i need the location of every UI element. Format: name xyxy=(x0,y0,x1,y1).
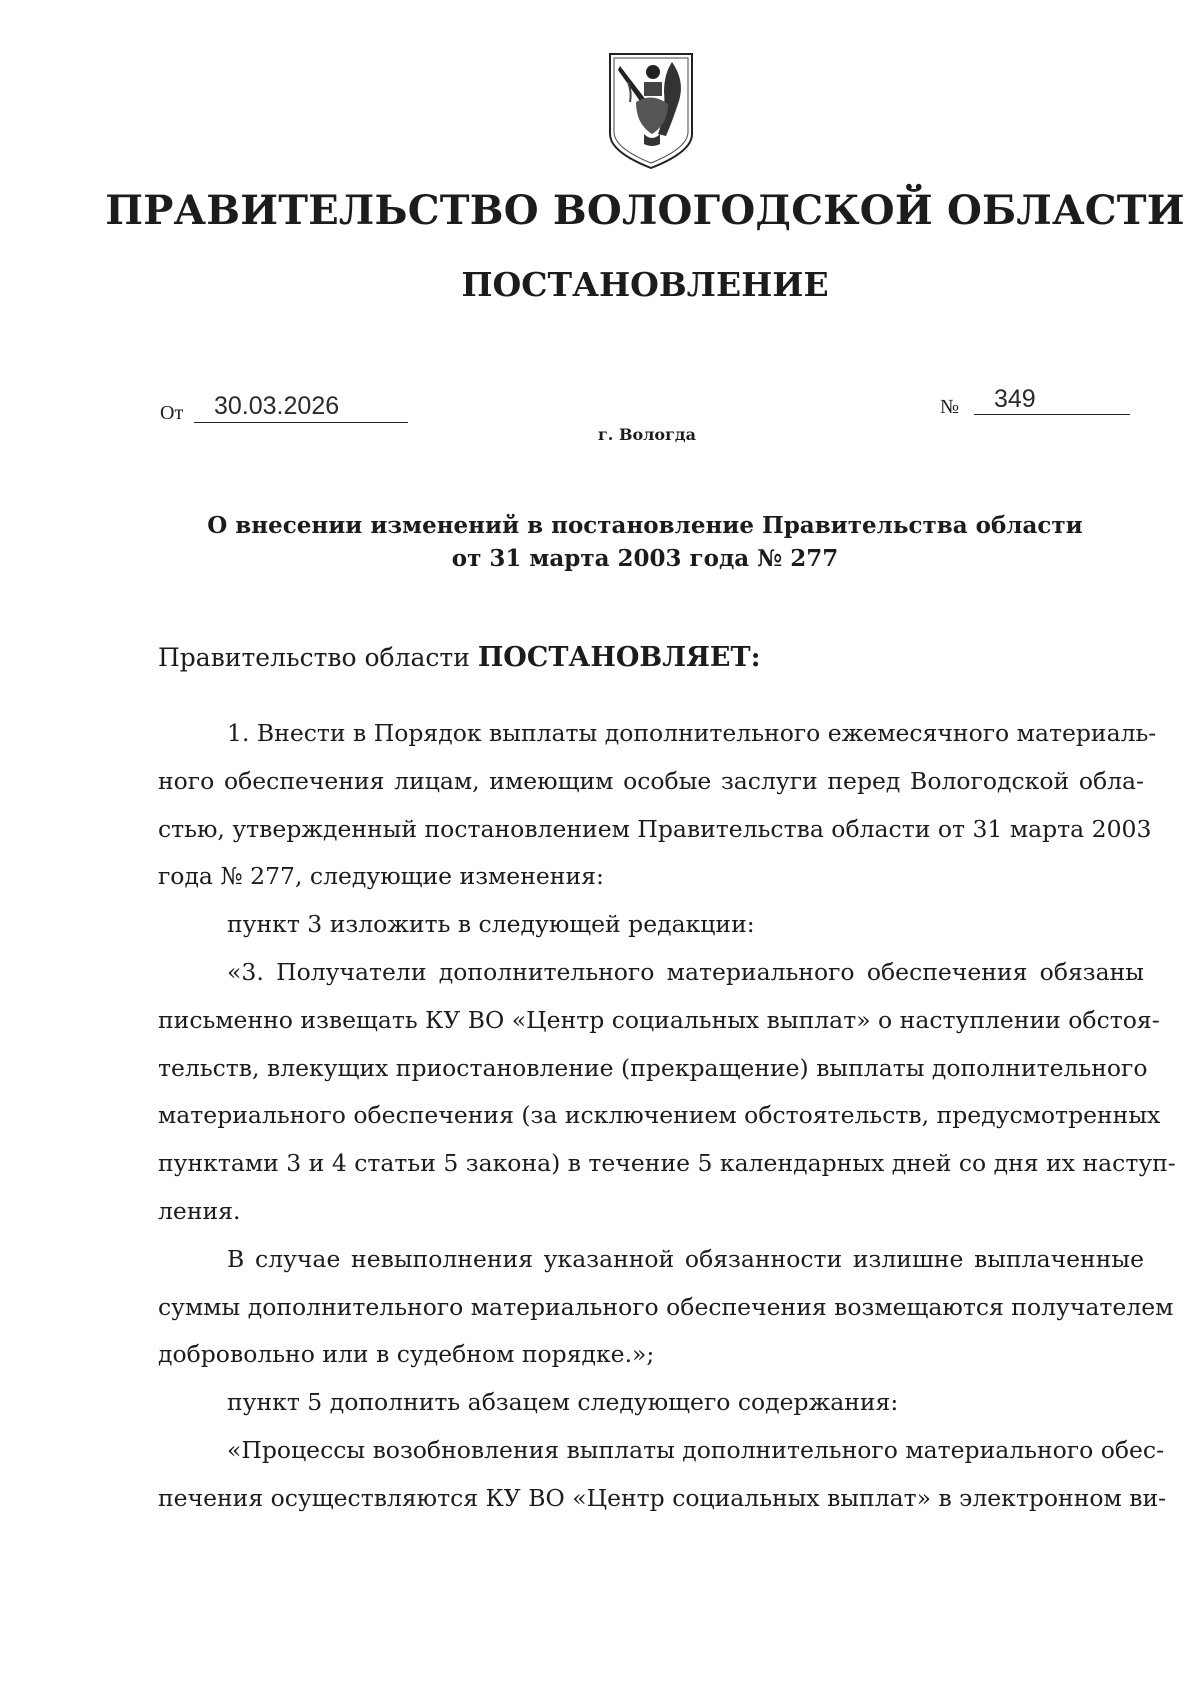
body-line: В случае невыполнения указанной обязанности излишне выплаченные xyxy=(227,1244,1144,1273)
body-line: суммы дополнительного материального обеспечения возмещаются получателем xyxy=(158,1292,1174,1321)
body-line: пункт 5 дополнить абзацем следующего содержания: xyxy=(227,1388,899,1417)
body-line: тельств, влекущих приостановление (прекращение) выплаты дополнительного xyxy=(158,1053,1148,1082)
preamble-decision: ПОСТАНОВЛЯЕТ: xyxy=(477,642,761,673)
subject-line: О внесении изменений в постановление Правительства области xyxy=(207,512,1083,539)
preamble xyxy=(158,630,1144,710)
body-line: добровольно или в судебном порядке.»; xyxy=(158,1340,655,1369)
number-label: № xyxy=(940,396,960,418)
subject-line: от 31 марта 2003 года № 277 xyxy=(451,545,839,572)
city-name: г. Вологда xyxy=(598,425,696,444)
date-value: 30.03.2026 xyxy=(214,392,340,420)
body-line: печения осуществляются КУ ВО «Центр социальных выплат» в электронном ви- xyxy=(158,1483,1167,1512)
government-title: ПРАВИТЕЛЬСТВО ВОЛОГОДСКОЙ ОБЛАСТИ xyxy=(105,187,1185,234)
body-line: материального обеспечения (за исключением обстоятельств, предусмотренных xyxy=(158,1101,1161,1130)
body-line: 1. Внести в Порядок выплаты дополнительного ежемесячного материаль- xyxy=(227,719,1157,747)
body-line: пунктами 3 и 4 статьи 5 закона) в течение 5 календарных дней со дня их наступ- xyxy=(158,1149,1176,1178)
body-line: ления. xyxy=(158,1196,241,1225)
body-line: года № 277, следующие изменения: xyxy=(158,862,604,891)
body-line: письменно извещать КУ ВО «Центр социальных выплат» о наступлении обстоя- xyxy=(158,1005,1160,1034)
body-line: ного обеспечения лицам, имеющим особые заслуги перед Вологодской обла- xyxy=(158,766,1144,795)
body-line: «Процессы возобновления выплаты дополнительного материального обес- xyxy=(227,1435,1165,1464)
document-subject xyxy=(160,509,1130,575)
date-label: От xyxy=(160,402,184,424)
preamble-intro: Правительство области xyxy=(158,643,470,672)
body-line: «3. Получатели дополнительного материального обеспечения обязаны xyxy=(227,957,1144,986)
number-field xyxy=(974,386,1130,415)
date-field xyxy=(194,392,408,423)
document-type: ПОСТАНОВЛЕНИЕ xyxy=(461,265,829,304)
body-line: стью, утвержденный постановлением Правительства области от 31 марта 2003 xyxy=(158,814,1152,843)
body-line: пункт 3 изложить в следующей редакции: xyxy=(227,910,755,939)
number-value: 349 xyxy=(994,385,1036,413)
coat-of-arms-emblem xyxy=(606,52,696,170)
document-body xyxy=(158,630,1176,1523)
